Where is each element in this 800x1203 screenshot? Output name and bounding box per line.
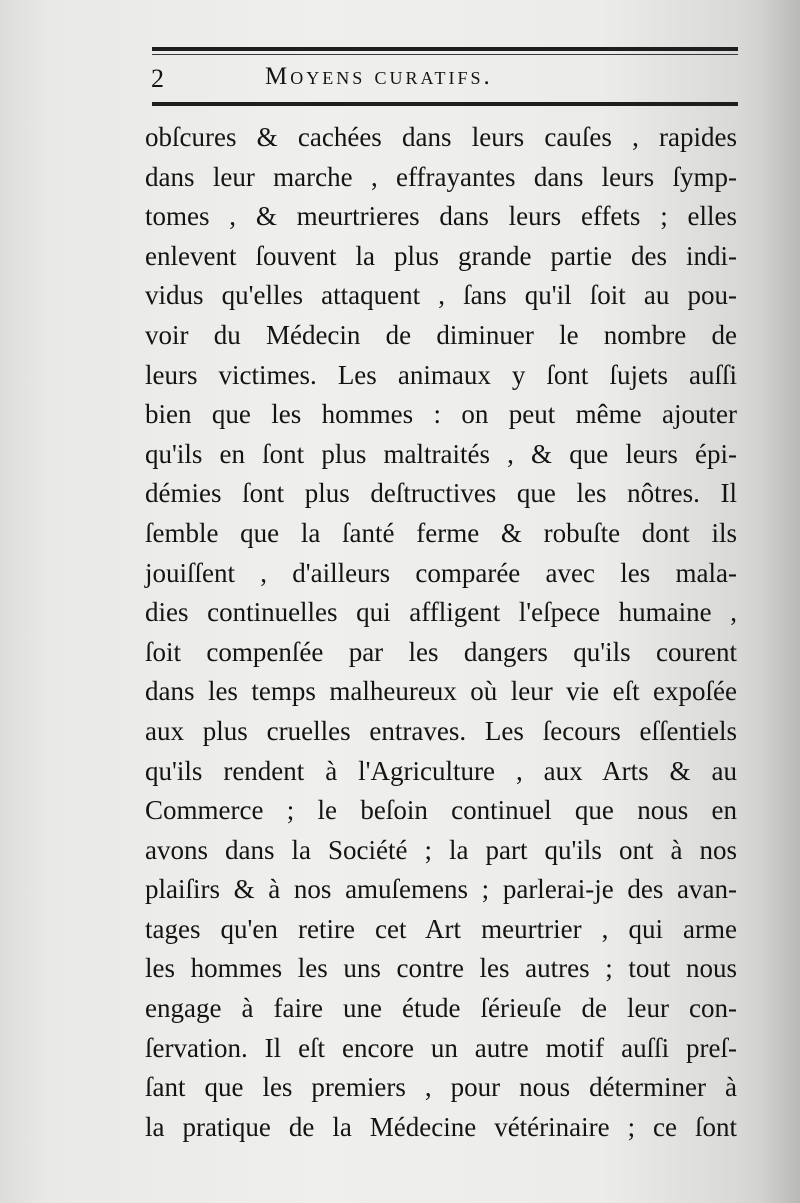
text-line: la pratique de la Médecine vétérinaire ; ce ſont <box>145 1111 737 1142</box>
text-line: plaiſirs & à nos amuſemens ; parlerai-je des avan- <box>145 874 737 905</box>
text-line: ſervation. Il eſt encore un autre motif auſſi preſ- <box>145 1032 737 1063</box>
text-line: ſemble que la ſanté ferme & robuſte dont ils <box>145 517 737 548</box>
text-line: voir du Médecin de diminuer le nombre de <box>145 319 737 350</box>
text-line: les hommes les uns contre les autres ; tout nous <box>145 953 737 984</box>
page-number: 2 <box>151 64 164 93</box>
text-line: jouiſſent , d'ailleurs comparée avec les mala- <box>145 557 737 588</box>
text-line: leurs victimes. Les animaux y ſont ſujets auſſi <box>145 359 737 390</box>
header-rule-bottom <box>152 102 738 106</box>
text-line: qu'ils en ſont plus maltraités , & que leurs épi- <box>145 438 737 469</box>
text-line: ſoit compenſée par les dangers qu'ils courent <box>145 636 737 667</box>
text-line: avons dans la Société ; la part qu'ils ont à nos <box>145 834 737 865</box>
text-line: tomes , & meurtrieres dans leurs effets ; elles <box>145 201 737 232</box>
text-line: aux plus cruelles entraves. Les ſecours eſſentiels <box>145 715 737 746</box>
header-rule-top-thin <box>152 54 738 55</box>
text-line: Commerce ; le beſoin continuel que nous en <box>145 795 737 826</box>
text-line: engage à faire une étude ſérieuſe de leur con- <box>145 993 737 1024</box>
text-line: tages qu'en retire cet Art meurtrier , qui arme <box>145 913 737 944</box>
text-line: ſant que les premiers , pour nous déterminer à <box>145 1072 737 1103</box>
text-line: obſcures & cachées dans leurs cauſes , rapides <box>145 122 737 152</box>
page-edge-shadow <box>760 0 800 1203</box>
text-line: dies continuelles qui affligent l'eſpece humaine , <box>145 597 737 628</box>
body-text <box>145 118 737 1147</box>
header-rule-top <box>152 47 738 51</box>
running-head: Moyens curatifs. <box>265 63 493 90</box>
text-line: enlevent ſouvent la plus grande partie des indi- <box>145 240 737 271</box>
text-line: dans les temps malheureux où leur vie eſt expoſée <box>145 676 737 707</box>
text-line: vidus qu'elles attaquent , ſans qu'il ſoit au pou- <box>145 280 737 311</box>
text-line: dans leur marche , effrayantes dans leurs ſymp- <box>145 161 737 192</box>
text-line: bien que les hommes : on peut même ajouter <box>145 399 737 430</box>
text-line: qu'ils rendent à l'Agriculture , aux Arts & au <box>145 755 737 786</box>
text-line: démies ſont plus deſtructives que les nôtres. Il <box>145 478 737 509</box>
